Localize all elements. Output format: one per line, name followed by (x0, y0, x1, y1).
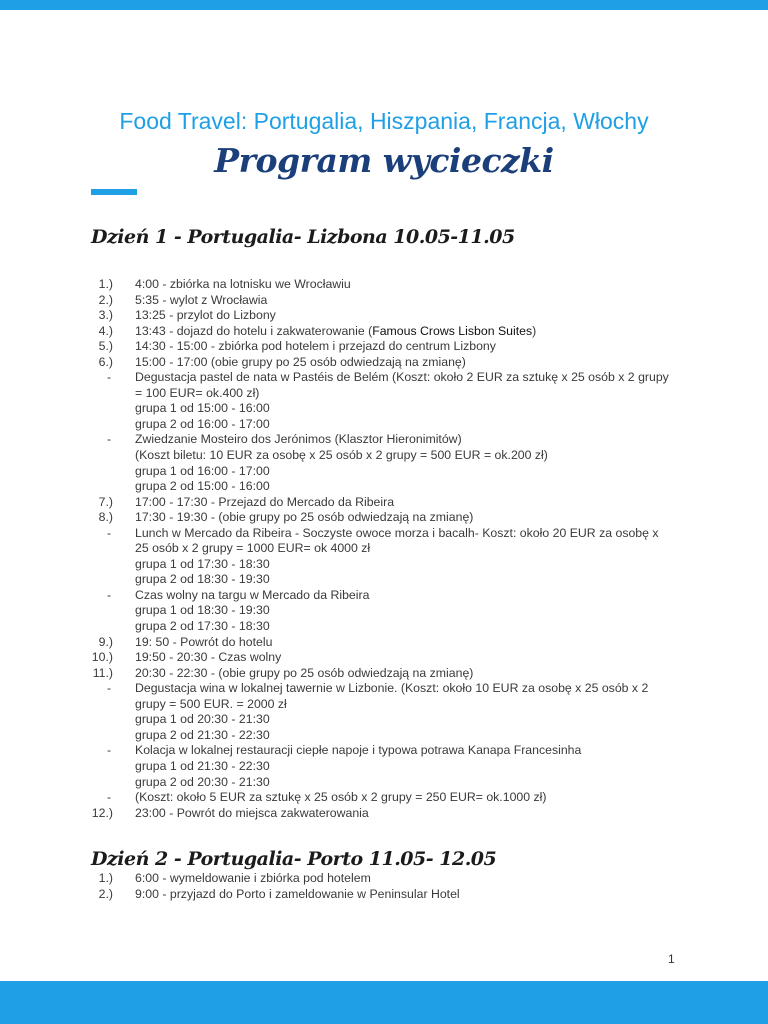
line-text (135, 681, 648, 697)
line-text-main: Degustacja pastel de nata w Pastéis de Belém (Koszt: około 2 EUR za sztukę x 25 osób x 2 grupy (135, 370, 669, 385)
schedule-line (0, 370, 768, 386)
schedule-line (0, 588, 768, 604)
schedule-line (0, 339, 768, 355)
line-text-main: 9:00 - przyjazd do Porto i zameldowanie w Peninsular Hotel (135, 886, 460, 901)
line-text-main: grupa 2 od 15:00 - 16:00 (135, 479, 270, 494)
schedule-line (0, 572, 768, 588)
line-text (135, 603, 270, 619)
bottom-accent-band (0, 981, 768, 1024)
line-text-main: 19: 50 - Powrót do hotelu (135, 634, 273, 649)
line-text (135, 650, 281, 666)
item-number: 9.) (98, 634, 113, 649)
line-text (135, 635, 272, 651)
line-text-main: Czas wolny na targu w Mercado da Ribeira (135, 587, 370, 602)
line-text-main: grupa 1 od 15:00 - 16:00 (135, 401, 270, 416)
line-text-main: 4:00 - zbiórka na lotnisku we Wrocławiu (135, 277, 351, 291)
schedule-line (0, 417, 768, 433)
line-text (135, 541, 370, 557)
schedule-line (0, 355, 768, 371)
line-text-tail: ) (532, 323, 537, 338)
line-text (135, 355, 466, 371)
schedule-line (0, 510, 768, 526)
hotel-name: Famous Crows Lisbon Suites (372, 323, 533, 338)
item-number: 3.) (98, 308, 113, 323)
schedule-line (0, 464, 768, 480)
item-number: 1.) (98, 277, 113, 291)
item-number: 6.) (98, 354, 113, 369)
schedule-line (0, 324, 768, 340)
schedule-line (0, 728, 768, 744)
line-text (135, 401, 270, 417)
line-text (135, 572, 270, 588)
line-text-main: grupa 2 od 16:00 - 17:00 (135, 416, 270, 431)
line-text-main: 6:00 - wymeldowanie i zbiórka pod hotelem (135, 871, 371, 885)
line-text (135, 712, 270, 728)
line-text (135, 417, 270, 433)
line-text-main: 5:35 - wylot z Wrocławia (135, 292, 268, 307)
schedule-line (0, 635, 768, 651)
line-text-main: grupa 2 od 20:30 - 21:30 (135, 774, 270, 789)
line-text (135, 495, 394, 511)
schedule-line (0, 277, 768, 293)
schedule-line (0, 479, 768, 495)
line-text-main: Zwiedzanie Mosteiro dos Jerónimos (Klasztor Hieronimitów) (135, 432, 462, 447)
line-text-main: 13:43 - dojazd do hotelu i zakwaterowanie ( (135, 323, 373, 338)
item-number: 8.) (98, 510, 113, 525)
title-accent-bar (91, 189, 137, 195)
schedule-line (0, 806, 768, 822)
line-text (135, 887, 460, 903)
schedule-line (0, 386, 768, 402)
line-text-main: 14:30 - 15:00 - zbiórka pod hotelem i przejazd do centrum Lizbony (135, 339, 496, 354)
line-text (135, 370, 669, 386)
schedule-line (0, 790, 768, 806)
line-text (135, 759, 270, 775)
schedule-line (0, 871, 768, 887)
line-text (135, 557, 270, 573)
line-text (135, 666, 473, 682)
bullet-dash: - (107, 681, 112, 696)
schedule-line (0, 697, 768, 713)
schedule-line (0, 541, 768, 557)
schedule-line (0, 775, 768, 791)
day-1-schedule-list (0, 277, 768, 821)
line-text-main: 17:00 - 17:30 - Przejazd do Mercado da Ribeira (135, 494, 395, 509)
line-text-main: 25 osób x 2 grupy = 1000 EUR= ok 4000 zł (135, 541, 371, 556)
bullet-dash: - (107, 370, 112, 385)
line-text (135, 728, 270, 744)
line-text-main: Lunch w Mercado da Ribeira - Soczyste owoce morza i bacalh- Koszt: około 20 EUR za osobę x (135, 525, 659, 540)
line-text-main: 19:50 - 20:30 - Czas wolny (135, 650, 282, 665)
line-text (135, 386, 259, 402)
line-text (135, 448, 548, 464)
line-text-main: (Koszt biletu: 10 EUR za osobę x 25 osób x 2 grupy = 500 EUR = ok.200 zł) (135, 448, 548, 463)
item-number: 2.) (98, 292, 113, 307)
schedule-line (0, 495, 768, 511)
line-text (135, 743, 581, 759)
day-2-schedule-list (0, 871, 768, 902)
day-2-heading: Dzień 2 - Portugalia- Porto 11.05- 12.05 (91, 848, 497, 870)
line-text (135, 339, 496, 355)
bullet-dash: - (107, 432, 112, 447)
schedule-line (0, 759, 768, 775)
line-text (135, 790, 546, 806)
line-text (135, 324, 536, 340)
line-text (135, 775, 270, 791)
schedule-line (0, 432, 768, 448)
line-text-main: 17:30 - 19:30 - (obie grupy po 25 osób odwiedzają na zmianę) (135, 510, 474, 525)
schedule-line (0, 448, 768, 464)
bullet-dash: - (107, 743, 112, 758)
schedule-line (0, 603, 768, 619)
line-text-main: 13:25 - przylot do Lizbony (135, 308, 276, 323)
line-text-main: = 100 EUR= ok.400 zł) (135, 385, 260, 400)
line-text (135, 588, 369, 604)
item-number: 5.) (98, 339, 113, 354)
line-text-main: 15:00 - 17:00 (obie grupy po 25 osób odwiedzają na zmianę) (135, 354, 466, 369)
item-number: 11.) (92, 665, 113, 680)
item-number: 7.) (98, 494, 113, 509)
item-number: 1.) (98, 871, 113, 885)
schedule-line (0, 650, 768, 666)
top-accent-band (0, 0, 768, 10)
line-text-main: grupa 1 od 16:00 - 17:00 (135, 463, 270, 478)
schedule-line (0, 526, 768, 542)
schedule-line (0, 557, 768, 573)
line-text (135, 871, 371, 887)
line-text (135, 464, 270, 480)
day-1-heading: Dzień 1 - Portugalia- Lizbona 10.05-11.05 (91, 226, 515, 248)
line-text-main: 23:00 - Powrót do miejsca zakwaterowania (135, 805, 369, 820)
schedule-line (0, 619, 768, 635)
line-text (135, 479, 270, 495)
schedule-line (0, 401, 768, 417)
line-text-main: grupy = 500 EUR. = 2000 zł (135, 696, 287, 711)
line-text-main: 20:30 - 22:30 - (obie grupy po 25 osób odwiedzają na zmianę) (135, 665, 474, 680)
bullet-dash: - (107, 790, 112, 805)
line-text (135, 526, 659, 542)
line-text (135, 510, 473, 526)
schedule-line (0, 308, 768, 324)
item-number: 10.) (91, 650, 113, 665)
schedule-line (0, 293, 768, 309)
line-text (135, 806, 369, 822)
line-text-main: grupa 2 od 17:30 - 18:30 (135, 619, 270, 634)
item-number: 4.) (98, 323, 113, 338)
schedule-line (0, 666, 768, 682)
line-text-main: grupa 1 od 20:30 - 21:30 (135, 712, 270, 727)
line-text-main: grupa 2 od 21:30 - 22:30 (135, 727, 270, 742)
line-text (135, 697, 287, 713)
line-text (135, 277, 351, 293)
schedule-line (0, 681, 768, 697)
schedule-line (0, 712, 768, 728)
page-number: 1 (668, 952, 675, 966)
line-text-main: grupa 1 od 18:30 - 19:30 (135, 603, 270, 618)
bullet-dash: - (107, 525, 112, 540)
line-text (135, 293, 267, 309)
line-text-main: grupa 2 od 18:30 - 19:30 (135, 572, 270, 587)
document-title: Program wycieczki (214, 141, 554, 180)
document-subtitle: Food Travel: Portugalia, Hiszpania, Francja, Włochy (119, 108, 649, 134)
item-number: 2.) (98, 886, 113, 901)
line-text-main: (Koszt: około 5 EUR za sztukę x 25 osób x 2 grupy = 250 EUR= ok.1000 zł) (135, 790, 547, 805)
line-text-main: grupa 1 od 17:30 - 18:30 (135, 556, 270, 571)
bullet-dash: - (107, 587, 112, 602)
line-text (135, 308, 276, 324)
line-text-main: Kolacja w lokalnej restauracji ciepłe napoje i typowa potrawa Kanapa Francesinha (135, 743, 582, 758)
schedule-line (0, 743, 768, 759)
line-text-main: grupa 1 od 21:30 - 22:30 (135, 758, 270, 773)
line-text (135, 619, 270, 635)
line-text-main: Degustacja wina w lokalnej tawernie w Lizbonie. (Koszt: około 10 EUR za osobę x 25 osób x 2 (135, 681, 649, 696)
item-number: 12.) (91, 805, 113, 820)
schedule-line (0, 887, 768, 903)
line-text (135, 432, 462, 448)
